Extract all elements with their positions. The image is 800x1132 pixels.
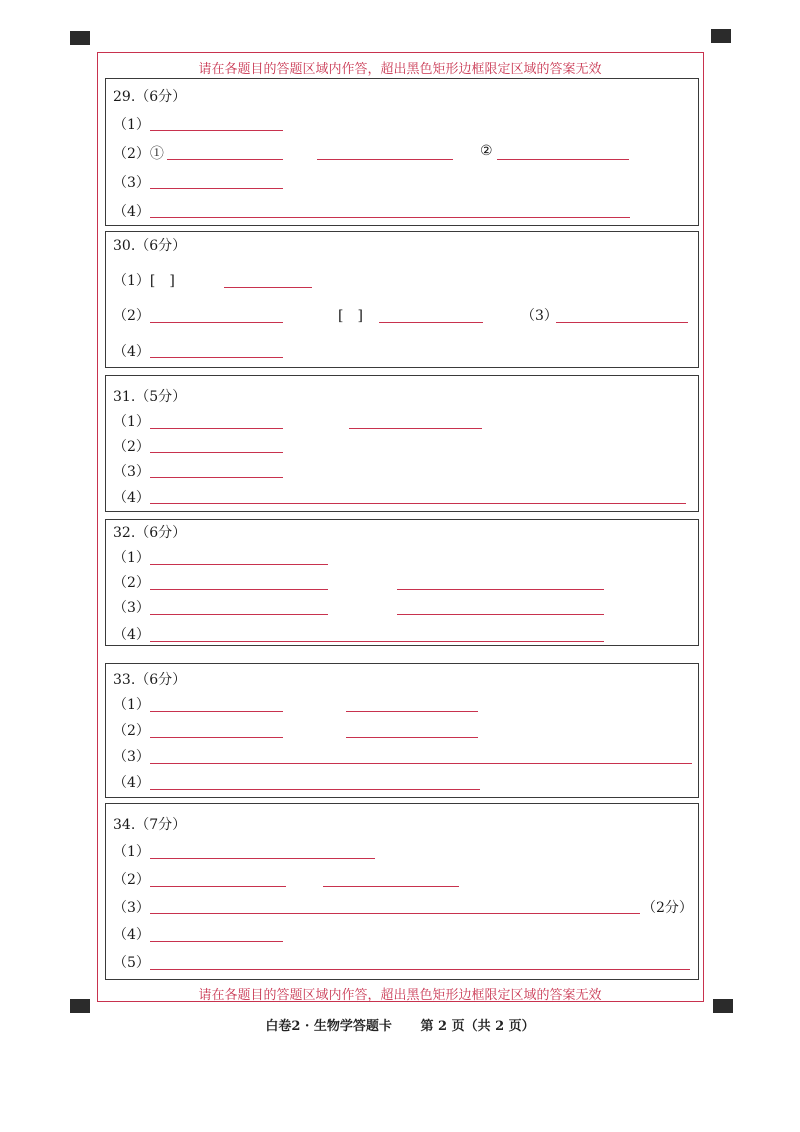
question-32-box (105, 519, 699, 646)
registration-mark-top-left (70, 31, 90, 45)
q32-label-1: （1） (113, 550, 150, 566)
q32-answer-line-1[interactable] (150, 564, 328, 565)
notice-top: 请在各题目的答题区域内作答，超出黑色矩形边框限定区域的答案无效 (198, 62, 602, 77)
question-29-box (105, 78, 699, 226)
q30-label-1: （1）[ ] (113, 273, 175, 289)
notice-bottom: 请在各题目的答题区域内作答，超出黑色矩形边框限定区域的答案无效 (198, 988, 602, 1003)
q30-answer-line-1[interactable] (224, 287, 312, 288)
q29-answer-line-1[interactable] (150, 130, 283, 131)
q30-answer-line-2a[interactable] (150, 322, 283, 323)
q34-label-5: （5） (113, 955, 150, 971)
q31-label-4: （4） (113, 490, 150, 506)
q32-answer-line-3a[interactable] (150, 614, 328, 615)
q34-answer-line-2b[interactable] (323, 886, 459, 887)
registration-mark-top-right (711, 29, 731, 43)
q33-label-4: （4） (113, 775, 150, 791)
q29-label-1: （1） (113, 117, 150, 133)
page-footer (0, 1015, 800, 1034)
q30-answer-line-4[interactable] (150, 357, 283, 358)
q31-answer-line-4[interactable] (150, 503, 686, 504)
q34-score-note: （2分） (642, 900, 693, 916)
question-33-box (105, 663, 699, 798)
q31-answer-line-3[interactable] (150, 477, 283, 478)
footer-page-number: 第 2 页（共 2 页） (420, 1019, 535, 1034)
q30-label-3: （3） (521, 308, 558, 324)
question-33-title: 33.（6分） (113, 672, 187, 688)
q32-label-2: （2） (113, 575, 150, 591)
question-29-title: 29.（6分） (113, 89, 187, 105)
q30-label-4: （4） (113, 344, 150, 360)
q32-answer-line-3b[interactable] (397, 614, 604, 615)
q30-label-2: （2） (113, 308, 150, 324)
q34-answer-line-1[interactable] (150, 858, 375, 859)
q29-answer-line-2c[interactable] (497, 159, 629, 160)
q29-label-2: （2）① (113, 146, 164, 162)
q30-answer-line-3[interactable] (556, 322, 688, 323)
q32-answer-line-2b[interactable] (397, 589, 604, 590)
question-31-title: 31.（5分） (113, 389, 187, 405)
q32-answer-line-4[interactable] (150, 641, 604, 642)
q29-answer-line-2b[interactable] (317, 159, 453, 160)
q29-answer-line-3[interactable] (150, 188, 283, 189)
q29-label-2-circle2: ② (480, 143, 493, 159)
question-34-title: 34.（7分） (113, 817, 187, 833)
q33-answer-line-2a[interactable] (150, 737, 283, 738)
q33-label-2: （2） (113, 723, 150, 739)
q33-answer-line-3[interactable] (150, 763, 692, 764)
q29-label-3: （3） (113, 175, 150, 191)
question-32-title: 32.（6分） (113, 525, 187, 541)
q33-label-1: （1） (113, 697, 150, 713)
q34-label-4: （4） (113, 927, 150, 943)
q34-answer-line-2a[interactable] (150, 886, 286, 887)
q31-label-3: （3） (113, 464, 150, 480)
q33-label-3: （3） (113, 749, 150, 765)
q34-label-1: （1） (113, 844, 150, 860)
q32-label-3: （3） (113, 600, 150, 616)
q29-answer-line-4[interactable] (150, 217, 630, 218)
question-30-box (105, 231, 699, 368)
q34-answer-line-5[interactable] (150, 969, 690, 970)
q33-answer-line-1a[interactable] (150, 711, 283, 712)
q31-answer-line-1a[interactable] (150, 428, 283, 429)
q34-answer-line-3[interactable] (150, 913, 640, 914)
q34-answer-line-4[interactable] (150, 941, 283, 942)
q31-answer-line-1b[interactable] (349, 428, 482, 429)
question-30-title: 30.（6分） (113, 238, 187, 254)
q34-label-3: （3） (113, 900, 150, 916)
q33-answer-line-4[interactable] (150, 789, 480, 790)
footer-title: 白卷2 · 生物学答题卡 (265, 1019, 392, 1034)
question-31-box (105, 375, 699, 512)
question-34-box (105, 803, 699, 980)
q33-answer-line-1b[interactable] (346, 711, 478, 712)
q30-answer-line-2b[interactable] (379, 322, 483, 323)
q29-answer-line-2a[interactable] (167, 159, 283, 160)
q31-answer-line-2[interactable] (150, 452, 283, 453)
q31-label-2: （2） (113, 439, 150, 455)
q30-bracket-2: [ ] (338, 308, 363, 324)
q34-label-2: （2） (113, 872, 150, 888)
q33-answer-line-2b[interactable] (346, 737, 478, 738)
q29-label-4: （4） (113, 204, 150, 220)
q31-label-1: （1） (113, 414, 150, 430)
q32-answer-line-2a[interactable] (150, 589, 328, 590)
q32-label-4: （4） (113, 627, 150, 643)
